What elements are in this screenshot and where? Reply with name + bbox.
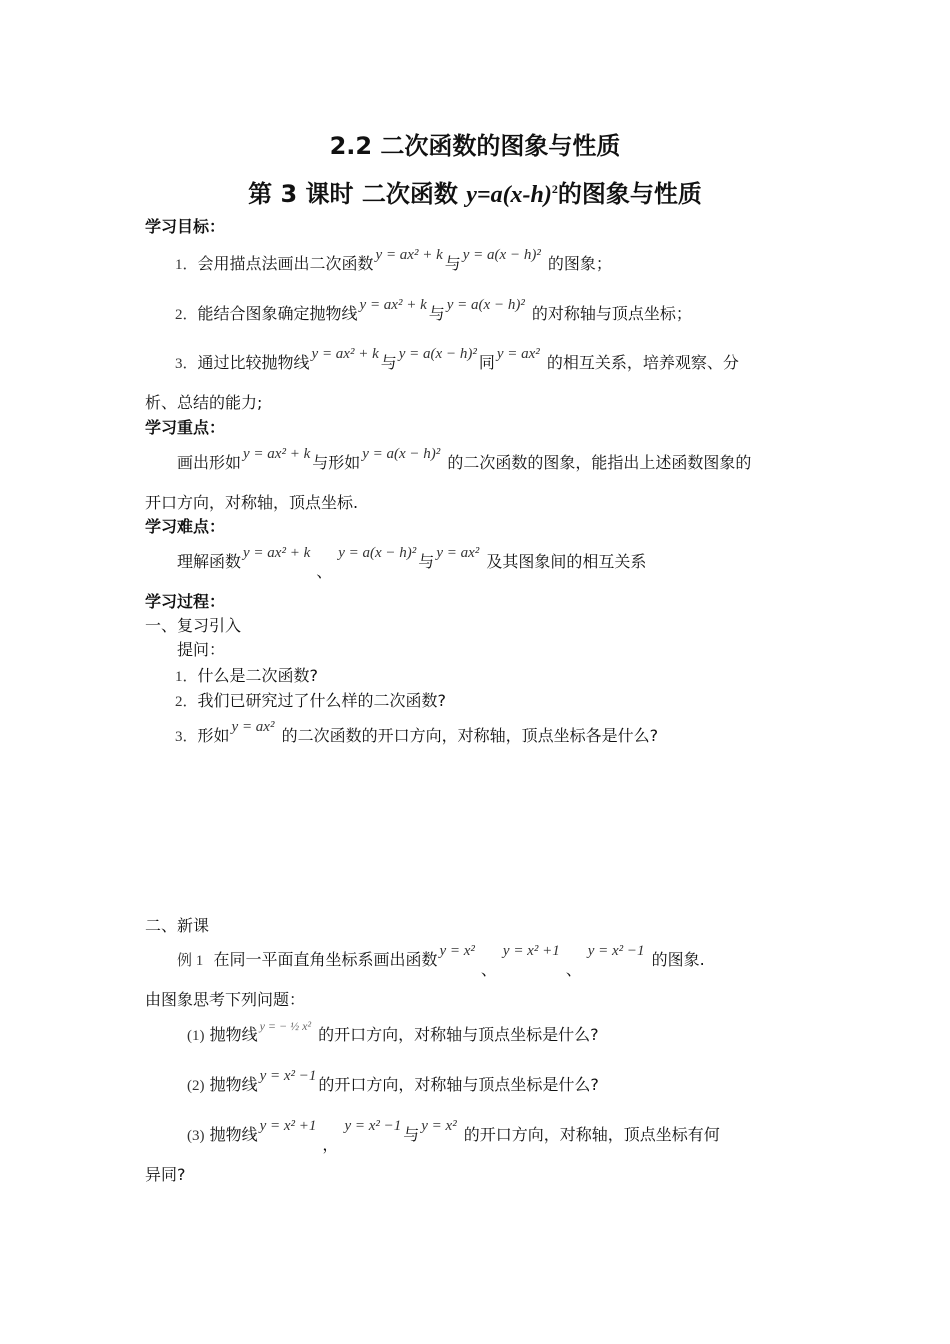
text: 的二次函数的开口方向，对称轴，顶点坐标各是什么?	[281, 726, 659, 745]
text: 的图象；	[547, 254, 612, 273]
objective-item-3-continued: 析、总结的能力;	[145, 393, 263, 412]
lesson-title-exponent: 2	[551, 182, 558, 196]
text: 与	[380, 353, 397, 372]
item-number: 2．	[175, 694, 198, 710]
example-1	[177, 943, 705, 979]
text: 会用描点法画出二次函数	[197, 254, 374, 273]
formula: y = x² +1	[502, 943, 560, 959]
text: 与	[418, 552, 435, 571]
text: 的开口方向，对称轴，顶点坐标有何	[463, 1125, 720, 1144]
formula: y = a(x − h)²	[338, 545, 417, 561]
formula: y = ax² + k	[243, 446, 311, 462]
text: 与	[403, 1125, 420, 1144]
objective-item-1	[175, 247, 612, 275]
formula: y = a(x − h)²	[362, 446, 441, 462]
section1-prompt: 提问：	[177, 640, 226, 659]
separator: 、	[316, 562, 333, 581]
item-number: 1．	[175, 257, 198, 273]
review-question-2	[175, 691, 446, 712]
difficulties-heading: 学习难点：	[145, 517, 226, 536]
item-number: 3．	[175, 729, 198, 745]
objective-item-3	[175, 346, 739, 374]
text: 的开口方向，对称轴与顶点坐标是什么?	[318, 1075, 599, 1094]
document-title: 2.2 二次函数的图象与性质	[329, 132, 621, 160]
text: 同	[478, 353, 495, 372]
key-points-heading: 学习重点：	[145, 418, 226, 437]
text: 什么是二次函数?	[197, 666, 319, 685]
objectives-heading: 学习目标：	[145, 217, 226, 236]
formula: y = − ½ x²	[259, 1019, 312, 1033]
objective-item-2	[175, 297, 692, 325]
formula: y = a(x − h)²	[446, 297, 525, 313]
item-number: 1．	[175, 669, 198, 685]
lesson-title-formula: y=a(x-h)	[466, 182, 552, 208]
item-number: 2．	[175, 307, 198, 323]
formula: y = x²	[421, 1118, 457, 1134]
text: 抛物线	[209, 1075, 258, 1094]
text: 与	[444, 254, 461, 273]
text: 能结合图象确定抛物线	[197, 304, 358, 323]
formula: y = ax² + k	[243, 545, 311, 561]
section2-title: 二、新课	[145, 916, 210, 935]
difficulties-text	[177, 545, 647, 581]
text: 与	[428, 304, 445, 323]
formula: y = x² −1	[587, 943, 645, 959]
section1-title: 一、复习引入	[145, 616, 242, 635]
new-question-3-continued: 异同?	[145, 1165, 186, 1184]
formula: y = ax² + k	[311, 346, 379, 362]
lesson-title-prefix: 第 3 课时 二次函数	[248, 180, 467, 208]
formula: y = ax²	[231, 719, 275, 735]
item-number: (2)	[187, 1078, 205, 1094]
formula: y = x² −1	[344, 1118, 402, 1134]
separator: 、	[480, 960, 497, 979]
review-question-1	[175, 666, 318, 687]
formula: y = ax² + k	[359, 297, 427, 313]
text: 的图象.	[651, 950, 705, 969]
text: 的二次函数的图象，能指出上述函数图象的	[447, 453, 752, 472]
separator: 、	[565, 960, 582, 979]
new-question-2	[187, 1068, 599, 1096]
text: 的相互关系，培养观察、分	[546, 353, 739, 372]
formula: y = a(x − h)²	[462, 247, 541, 263]
text: 与形如	[312, 453, 361, 472]
text: 理解函数	[177, 552, 242, 571]
text: 我们已研究过了什么样的二次函数?	[197, 691, 447, 710]
item-number: 3．	[175, 356, 198, 372]
text: 抛物线	[209, 1125, 258, 1144]
separator: ，	[322, 1135, 339, 1154]
text: 形如	[197, 726, 230, 745]
text: 通过比较抛物线	[197, 353, 310, 372]
formula: y = ax²	[436, 545, 480, 561]
text: 画出形如	[177, 453, 242, 472]
item-number: (3)	[187, 1128, 205, 1144]
formula: y = x² +1	[259, 1118, 317, 1134]
lesson-title-suffix: 的图象与性质	[557, 180, 702, 208]
new-question-1	[187, 1019, 599, 1046]
lesson-title	[0, 174, 950, 209]
think-prompt: 由图象思考下列问题：	[145, 990, 306, 1009]
review-question-3	[175, 719, 659, 747]
formula: y = ax² + k	[375, 247, 443, 263]
text: 及其图象间的相互关系	[486, 552, 647, 571]
new-question-3	[187, 1118, 720, 1154]
key-points-text	[177, 446, 752, 474]
formula: y = x²	[439, 943, 475, 959]
process-heading: 学习过程：	[145, 592, 226, 611]
text: 在同一平面直角坐标系画出函数	[213, 950, 438, 969]
example-label: 例 1	[177, 953, 204, 969]
text: 抛物线	[209, 1025, 258, 1044]
item-number: (1)	[187, 1028, 205, 1044]
text: 的开口方向，对称轴与顶点坐标是什么?	[318, 1025, 599, 1044]
key-points-continued: 开口方向，对称轴，顶点坐标.	[145, 493, 359, 512]
formula: y = a(x − h)²	[398, 346, 477, 362]
text: 的对称轴与顶点坐标；	[531, 304, 692, 323]
formula: y = ax²	[496, 346, 540, 362]
formula: y = x² −1	[259, 1068, 317, 1084]
